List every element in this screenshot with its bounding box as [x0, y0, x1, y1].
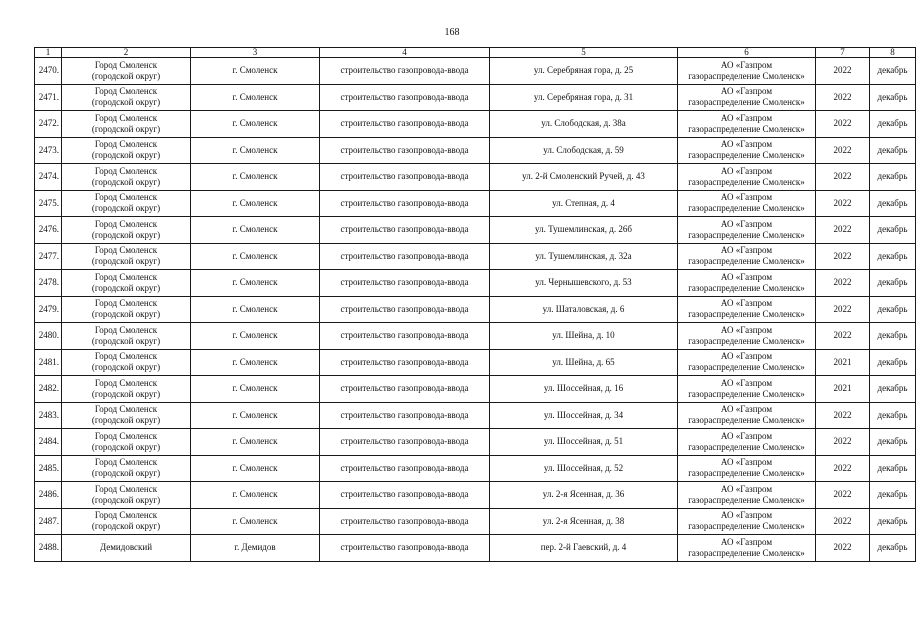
municipality-cell — [62, 455, 191, 482]
work-type-cell: строительство газопровода-ввода — [320, 84, 490, 111]
organization-cell-line: АО «Газпром — [720, 192, 773, 203]
municipality-cell-line: (городской округ) — [91, 468, 161, 479]
organization-cell-line: АО «Газпром — [720, 59, 773, 70]
address-cell: ул. 2-я Ясенная, д. 36 — [490, 482, 678, 509]
work-type-cell: строительство газопровода-ввода — [320, 535, 490, 562]
month-cell: декабрь — [870, 137, 916, 164]
municipality-cell-line: (городской округ) — [91, 150, 161, 161]
column-header: 3 — [191, 48, 320, 58]
year-cell: 2022 — [816, 137, 870, 164]
municipality-cell — [62, 402, 191, 429]
municipality-cell — [62, 349, 191, 376]
municipality-cell-line: (городской округ) — [91, 494, 161, 505]
month-cell: декабрь — [870, 217, 916, 244]
column-header: 8 — [870, 48, 916, 58]
municipality-cell-line: Демидовский — [99, 542, 153, 553]
table-row — [35, 270, 916, 297]
table-row — [35, 535, 916, 562]
municipality-cell-line: (городской округ) — [91, 70, 161, 81]
organization-cell — [678, 376, 816, 403]
work-type-cell: строительство газопровода-ввода — [320, 58, 490, 85]
work-type-cell: строительство газопровода-ввода — [320, 376, 490, 403]
column-header: 7 — [816, 48, 870, 58]
organization-cell-line: АО «Газпром — [720, 245, 773, 256]
organization-cell-line: АО «Газпром — [720, 271, 773, 282]
settlement-cell: г. Смоленск — [191, 323, 320, 350]
year-cell: 2022 — [816, 84, 870, 111]
municipality-cell-line: (городской округ) — [91, 229, 161, 240]
municipality-cell-line: (городской округ) — [91, 441, 161, 452]
municipality-cell — [62, 58, 191, 85]
settlement-cell: г. Смоленск — [191, 402, 320, 429]
municipality-cell-line: (городской округ) — [91, 388, 161, 399]
address-cell: ул. Шейна, д. 65 — [490, 349, 678, 376]
year-cell: 2022 — [816, 508, 870, 535]
municipality-cell-line: Город Смоленск — [94, 510, 158, 521]
organization-cell-line: АО «Газпром — [720, 86, 773, 97]
row-number: 2476. — [35, 217, 62, 244]
organization-cell-line: газораспределение Смоленск» — [688, 441, 805, 452]
row-number: 2474. — [35, 164, 62, 191]
table-row — [35, 58, 916, 85]
municipality-cell — [62, 482, 191, 509]
address-cell: ул. Шейна, д. 10 — [490, 323, 678, 350]
settlement-cell: г. Смоленск — [191, 243, 320, 270]
settlement-cell: г. Смоленск — [191, 376, 320, 403]
organization-cell — [678, 58, 816, 85]
organization-cell-line: газораспределение Смоленск» — [688, 415, 805, 426]
month-cell: декабрь — [870, 84, 916, 111]
organization-cell-line: газораспределение Смоленск» — [688, 70, 805, 81]
table-row — [35, 190, 916, 217]
work-type-cell: строительство газопровода-ввода — [320, 164, 490, 191]
municipality-cell-line: Город Смоленск — [94, 351, 158, 362]
address-cell: ул. Степная, д. 4 — [490, 190, 678, 217]
address-cell: ул. Серебряная гора, д. 25 — [490, 58, 678, 85]
organization-cell-line: газораспределение Смоленск» — [688, 229, 805, 240]
month-cell: декабрь — [870, 111, 916, 138]
table-row — [35, 508, 916, 535]
work-type-cell: строительство газопровода-ввода — [320, 137, 490, 164]
organization-cell — [678, 111, 816, 138]
table-row — [35, 217, 916, 244]
settlement-cell: г. Смоленск — [191, 296, 320, 323]
address-cell: ул. Слободская, д. 38а — [490, 111, 678, 138]
organization-cell-line: АО «Газпром — [720, 139, 773, 150]
organization-cell-line: газораспределение Смоленск» — [688, 203, 805, 214]
organization-cell — [678, 190, 816, 217]
municipality-cell-line: (городской округ) — [91, 256, 161, 267]
organization-cell — [678, 429, 816, 456]
address-cell: ул. Тушемлинская, д. 32а — [490, 243, 678, 270]
address-cell: пер. 2-й Гаевский, д. 4 — [490, 535, 678, 562]
row-number: 2483. — [35, 402, 62, 429]
organization-cell-line: АО «Газпром — [720, 483, 773, 494]
organization-cell-line: газораспределение Смоленск» — [688, 468, 805, 479]
row-number: 2487. — [35, 508, 62, 535]
settlement-cell: г. Смоленск — [191, 137, 320, 164]
settlement-cell: г. Смоленск — [191, 482, 320, 509]
month-cell: декабрь — [870, 429, 916, 456]
organization-cell-line: АО «Газпром — [720, 457, 773, 468]
organization-cell — [678, 164, 816, 191]
organization-cell-line: АО «Газпром — [720, 218, 773, 229]
organization-cell-line: газораспределение Смоленск» — [688, 282, 805, 293]
table-row — [35, 402, 916, 429]
organization-cell — [678, 349, 816, 376]
row-number: 2471. — [35, 84, 62, 111]
work-type-cell: строительство газопровода-ввода — [320, 217, 490, 244]
work-type-cell: строительство газопровода-ввода — [320, 429, 490, 456]
organization-cell-line: газораспределение Смоленск» — [688, 388, 805, 399]
year-cell: 2022 — [816, 296, 870, 323]
address-cell: ул. Шоссейная, д. 51 — [490, 429, 678, 456]
municipality-cell — [62, 323, 191, 350]
municipality-cell — [62, 217, 191, 244]
page-number: 168 — [444, 27, 460, 38]
settlement-cell: г. Смоленск — [191, 508, 320, 535]
row-number: 2484. — [35, 429, 62, 456]
organization-cell — [678, 535, 816, 562]
organization-cell-line: газораспределение Смоленск» — [688, 97, 805, 108]
row-number: 2470. — [35, 58, 62, 85]
municipality-cell — [62, 137, 191, 164]
year-cell: 2022 — [816, 482, 870, 509]
organization-cell — [678, 402, 816, 429]
municipality-cell-line: Город Смоленск — [94, 245, 158, 256]
address-cell: ул. Тушемлинская, д. 26б — [490, 217, 678, 244]
year-cell: 2022 — [816, 243, 870, 270]
row-number: 2488. — [35, 535, 62, 562]
table-row — [35, 482, 916, 509]
organization-cell-line: АО «Газпром — [720, 351, 773, 362]
work-type-cell: строительство газопровода-ввода — [320, 402, 490, 429]
year-cell: 2022 — [816, 402, 870, 429]
municipality-cell-line: Город Смоленск — [94, 165, 158, 176]
organization-cell-line: АО «Газпром — [720, 377, 773, 388]
organization-cell-line: газораспределение Смоленск» — [688, 494, 805, 505]
municipality-cell-line: Город Смоленск — [94, 112, 158, 123]
address-cell: ул. Слободская, д. 59 — [490, 137, 678, 164]
organization-cell-line: АО «Газпром — [720, 536, 773, 547]
organization-cell — [678, 270, 816, 297]
settlement-cell: г. Смоленск — [191, 84, 320, 111]
municipality-cell-line: Город Смоленск — [94, 377, 158, 388]
municipality-cell-line: (городской округ) — [91, 335, 161, 346]
address-cell: ул. Серебряная гора, д. 31 — [490, 84, 678, 111]
column-header: 1 — [35, 48, 62, 58]
month-cell: декабрь — [870, 296, 916, 323]
table-row — [35, 296, 916, 323]
work-type-cell: строительство газопровода-ввода — [320, 190, 490, 217]
municipality-cell — [62, 296, 191, 323]
column-header: 4 — [320, 48, 490, 58]
municipality-cell-line: Город Смоленск — [94, 430, 158, 441]
settlement-cell: г. Смоленск — [191, 190, 320, 217]
municipality-cell-line: (городской округ) — [91, 362, 161, 373]
table-row — [35, 323, 916, 350]
column-header: 6 — [678, 48, 816, 58]
organization-cell — [678, 137, 816, 164]
organization-cell — [678, 243, 816, 270]
row-number: 2485. — [35, 455, 62, 482]
address-cell: ул. Шоссейная, д. 34 — [490, 402, 678, 429]
municipality-cell — [62, 84, 191, 111]
address-cell: ул. Шоссейная, д. 52 — [490, 455, 678, 482]
organization-cell-line: газораспределение Смоленск» — [688, 256, 805, 267]
year-cell: 2022 — [816, 217, 870, 244]
settlement-cell: г. Смоленск — [191, 58, 320, 85]
municipality-cell-line: Город Смоленск — [94, 139, 158, 150]
organization-cell-line: АО «Газпром — [720, 112, 773, 123]
row-number: 2478. — [35, 270, 62, 297]
organization-cell-line: АО «Газпром — [720, 510, 773, 521]
settlement-cell: г. Демидов — [191, 535, 320, 562]
municipality-cell — [62, 376, 191, 403]
organization-cell — [678, 296, 816, 323]
organization-cell — [678, 508, 816, 535]
municipality-cell-line: (городской округ) — [91, 123, 161, 134]
municipality-cell-line: Город Смоленск — [94, 218, 158, 229]
month-cell: декабрь — [870, 190, 916, 217]
organization-cell-line: газораспределение Смоленск» — [688, 547, 805, 558]
municipality-cell — [62, 190, 191, 217]
municipality-cell-line: (городской округ) — [91, 282, 161, 293]
settlement-cell: г. Смоленск — [191, 164, 320, 191]
year-cell: 2022 — [816, 164, 870, 191]
column-header: 2 — [62, 48, 191, 58]
municipality-cell-line: Город Смоленск — [94, 86, 158, 97]
municipality-cell-line: Город Смоленск — [94, 298, 158, 309]
table-body — [35, 58, 916, 562]
organization-cell-line: АО «Газпром — [720, 298, 773, 309]
address-cell: ул. Чернышевского, д. 53 — [490, 270, 678, 297]
year-cell: 2021 — [816, 349, 870, 376]
municipality-cell-line: Город Смоленск — [94, 404, 158, 415]
work-type-cell: строительство газопровода-ввода — [320, 508, 490, 535]
municipality-cell-line: (городской округ) — [91, 521, 161, 532]
municipality-cell-line: Город Смоленск — [94, 483, 158, 494]
settlement-cell: г. Смоленск — [191, 349, 320, 376]
municipality-cell — [62, 535, 191, 562]
organization-cell — [678, 482, 816, 509]
row-number: 2482. — [35, 376, 62, 403]
organization-cell-line: АО «Газпром — [720, 404, 773, 415]
month-cell: декабрь — [870, 243, 916, 270]
settlement-cell: г. Смоленск — [191, 217, 320, 244]
address-cell: ул. 2-я Ясенная, д. 38 — [490, 508, 678, 535]
work-type-cell: строительство газопровода-ввода — [320, 243, 490, 270]
table-row — [35, 84, 916, 111]
table-row — [35, 137, 916, 164]
month-cell: декабрь — [870, 455, 916, 482]
organization-cell-line: газораспределение Смоленск» — [688, 123, 805, 134]
month-cell: декабрь — [870, 270, 916, 297]
municipality-cell-line: (городской округ) — [91, 309, 161, 320]
year-cell: 2022 — [816, 190, 870, 217]
table-row — [35, 455, 916, 482]
row-number: 2477. — [35, 243, 62, 270]
month-cell: декабрь — [870, 482, 916, 509]
municipality-cell — [62, 111, 191, 138]
month-cell: декабрь — [870, 535, 916, 562]
row-number: 2479. — [35, 296, 62, 323]
month-cell: декабрь — [870, 164, 916, 191]
work-type-cell: строительство газопровода-ввода — [320, 270, 490, 297]
year-cell: 2021 — [816, 376, 870, 403]
municipality-cell-line: Город Смоленск — [94, 271, 158, 282]
organization-cell-line: газораспределение Смоленск» — [688, 176, 805, 187]
municipality-cell-line: Город Смоленск — [94, 324, 158, 335]
column-number-header-row — [35, 48, 916, 58]
month-cell: декабрь — [870, 323, 916, 350]
organization-cell-line: газораспределение Смоленск» — [688, 309, 805, 320]
year-cell: 2022 — [816, 535, 870, 562]
table-row — [35, 376, 916, 403]
municipality-cell-line: (городской округ) — [91, 97, 161, 108]
municipality-cell-line: Город Смоленск — [94, 457, 158, 468]
settlement-cell: г. Смоленск — [191, 270, 320, 297]
municipality-cell-line: (городской округ) — [91, 176, 161, 187]
month-cell: декабрь — [870, 349, 916, 376]
settlement-cell: г. Смоленск — [191, 111, 320, 138]
month-cell: декабрь — [870, 508, 916, 535]
organization-cell-line: газораспределение Смоленск» — [688, 335, 805, 346]
settlement-cell: г. Смоленск — [191, 455, 320, 482]
table-row — [35, 243, 916, 270]
organization-cell-line: газораспределение Смоленск» — [688, 150, 805, 161]
settlement-cell: г. Смоленск — [191, 429, 320, 456]
municipality-cell — [62, 429, 191, 456]
month-cell: декабрь — [870, 402, 916, 429]
address-cell: ул. Шоссейная, д. 16 — [490, 376, 678, 403]
row-number: 2481. — [35, 349, 62, 376]
organization-cell-line: газораспределение Смоленск» — [688, 521, 805, 532]
municipality-cell-line: (городской округ) — [91, 415, 161, 426]
municipality-cell-line: Город Смоленск — [94, 192, 158, 203]
organization-cell-line: АО «Газпром — [720, 165, 773, 176]
column-header: 5 — [490, 48, 678, 58]
year-cell: 2022 — [816, 270, 870, 297]
month-cell: декабрь — [870, 376, 916, 403]
organization-cell — [678, 323, 816, 350]
municipality-cell — [62, 164, 191, 191]
table-row — [35, 429, 916, 456]
row-number: 2486. — [35, 482, 62, 509]
year-cell: 2022 — [816, 323, 870, 350]
organization-cell — [678, 455, 816, 482]
year-cell: 2022 — [816, 455, 870, 482]
municipality-cell — [62, 243, 191, 270]
work-type-cell: строительство газопровода-ввода — [320, 296, 490, 323]
municipality-cell-line: Город Смоленск — [94, 59, 158, 70]
address-cell: ул. 2-й Смоленский Ручей, д. 43 — [490, 164, 678, 191]
organization-cell — [678, 217, 816, 244]
work-type-cell: строительство газопровода-ввода — [320, 455, 490, 482]
row-number: 2475. — [35, 190, 62, 217]
year-cell: 2022 — [816, 58, 870, 85]
work-type-cell: строительство газопровода-ввода — [320, 323, 490, 350]
work-type-cell: строительство газопровода-ввода — [320, 482, 490, 509]
organization-cell-line: газораспределение Смоленск» — [688, 362, 805, 373]
municipality-cell — [62, 508, 191, 535]
row-number: 2473. — [35, 137, 62, 164]
address-cell: ул. Шаталовская, д. 6 — [490, 296, 678, 323]
year-cell: 2022 — [816, 429, 870, 456]
organization-cell-line: АО «Газпром — [720, 430, 773, 441]
table-row — [35, 164, 916, 191]
row-number: 2472. — [35, 111, 62, 138]
work-type-cell: строительство газопровода-ввода — [320, 111, 490, 138]
row-number: 2480. — [35, 323, 62, 350]
gas-pipeline-registry-table — [34, 47, 916, 562]
municipality-cell-line: (городской округ) — [91, 203, 161, 214]
organization-cell — [678, 84, 816, 111]
table-row — [35, 349, 916, 376]
organization-cell-line: АО «Газпром — [720, 324, 773, 335]
work-type-cell: строительство газопровода-ввода — [320, 349, 490, 376]
year-cell: 2022 — [816, 111, 870, 138]
table-row — [35, 111, 916, 138]
municipality-cell — [62, 270, 191, 297]
month-cell: декабрь — [870, 58, 916, 85]
